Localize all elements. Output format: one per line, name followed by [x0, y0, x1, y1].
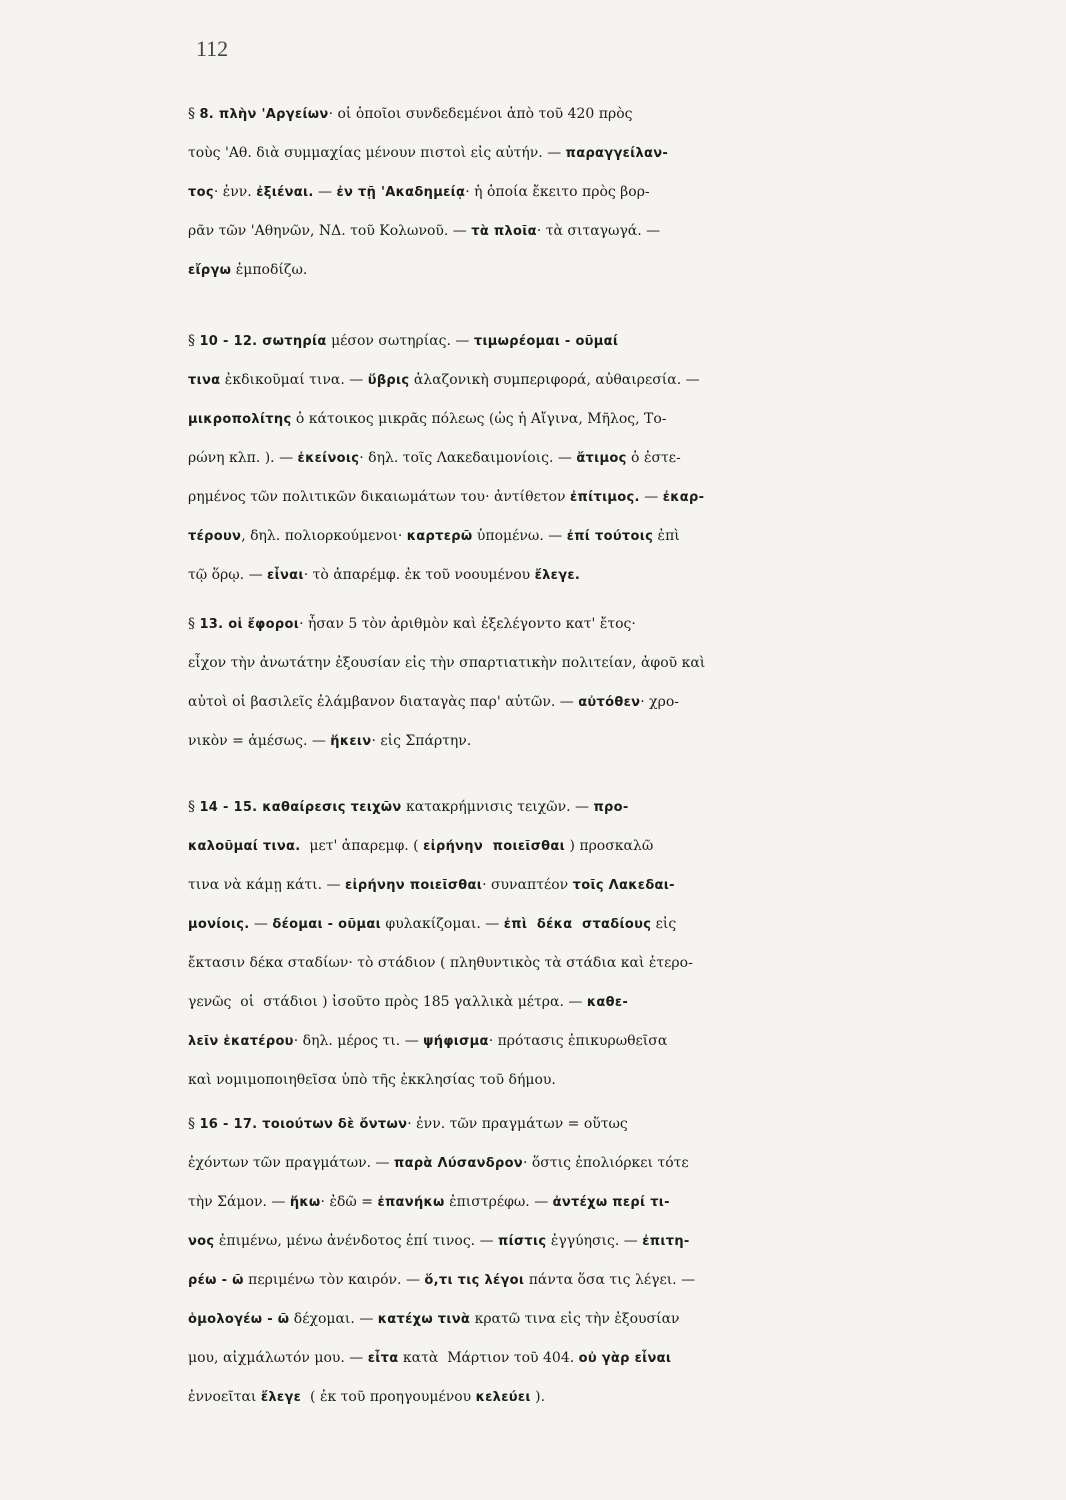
bold-term: νος	[188, 1234, 215, 1249]
bold-term: ἐπιτη-	[642, 1234, 690, 1249]
bold-term: τιμωρέομαι - οῦμαί	[473, 334, 619, 349]
gloss-text: ἐχόντων τῶν πραγμάτων. —	[188, 1155, 395, 1171]
gloss-text: αὐτοὶ οἱ βασιλεῖς ἐλάμβανον διαταγὰς παρ' αὐτῶν. —	[188, 694, 579, 710]
gloss-text: τοὺς 'Αθ. διὰ συμμαχίας μένουν πιστοὶ εἰς αὐτήν. —	[188, 145, 566, 161]
text-line	[188, 1222, 1024, 1261]
gloss-text: · δηλ. τοῖς Λακεδαιμονίοις. —	[359, 450, 577, 466]
text-line	[188, 683, 1024, 722]
bold-term: ἐπί τούτοις	[566, 529, 654, 544]
bold-term: ὁμολογέω - ῶ	[188, 1312, 290, 1327]
bold-term: εἰρήνην ποιεῖσθαι	[345, 878, 483, 893]
bold-term: ἔλεγε.	[534, 568, 581, 583]
bold-term: ὕβρις	[367, 373, 410, 388]
bold-term: τος	[188, 185, 214, 200]
gloss-text: §	[188, 799, 200, 815]
paragraph-section-10-12	[188, 322, 1024, 595]
gloss-text: ).	[530, 1389, 546, 1405]
gloss-text: νικὸν = ἀμέσως. —	[188, 733, 331, 749]
gloss-text: κατὰ Μάρτιον τοῦ 404.	[398, 1350, 579, 1366]
gloss-text: · οἱ ὁποῖοι συνδεδεμένοι ἀπὸ τοῦ 420 πρὸς	[328, 106, 633, 122]
text-line	[188, 322, 1024, 361]
bold-term: τὰ πλοῖα	[471, 224, 537, 239]
text-line	[188, 361, 1024, 400]
gloss-text: · εἰς Σπάρτην.	[371, 733, 472, 749]
gloss-text: τὴν Σάμον. —	[188, 1194, 290, 1210]
gloss-text: §	[188, 616, 200, 632]
gloss-text: τῷ ὅρῳ. —	[188, 567, 268, 583]
text-line	[188, 1061, 1024, 1100]
gloss-text: §	[188, 1116, 200, 1132]
paragraph-section-14-15	[188, 788, 1024, 1100]
gloss-text: τινα νὰ κάμῃ κάτι. —	[188, 877, 345, 893]
gloss-text: · ἐδῶ =	[320, 1194, 378, 1210]
gloss-text: · ἐνν. τῶν πραγμάτων = οὕτως	[407, 1116, 628, 1132]
bold-term: 14 - 15. καθαίρεσις τειχῶν	[199, 800, 402, 815]
gloss-text: · ἦσαν 5 τὸν ἀριθμὸν καὶ ἐξελέγοντο κατ' ἔτος·	[299, 616, 636, 632]
gloss-text: ἐπὶ	[653, 528, 680, 544]
bold-term: προ-	[593, 800, 629, 815]
bold-term: τέρουν	[188, 529, 242, 544]
text-line	[188, 944, 1024, 983]
text-line	[188, 788, 1024, 827]
text-line	[188, 400, 1024, 439]
bold-term: λεῖν ἑκατέρου	[188, 1034, 294, 1049]
gloss-text: ἐπιμένω, μένω ἀνένδοτος ἐπί τινος. —	[214, 1233, 499, 1249]
bold-term: ἐπίτιμος.	[569, 490, 640, 505]
paragraph-section-13	[188, 605, 1024, 761]
text-line	[188, 1105, 1024, 1144]
bold-term: εἶναι	[267, 568, 304, 583]
gloss-text: —	[639, 489, 663, 505]
text-line	[188, 1300, 1024, 1339]
bold-term: ἀντέχω περί τι-	[552, 1195, 670, 1210]
text-line	[188, 439, 1024, 478]
bold-term: ἥκω	[289, 1195, 321, 1210]
gloss-text: ( ἐκ τοῦ προηγουμένου	[301, 1389, 476, 1405]
gloss-text: ἔκτασιν δέκα σταδίων· τὸ στάδιον ( πληθυντικὸς τὰ στάδια καὶ ἑτερο-	[188, 955, 693, 971]
gloss-text: πάντα ὅσα τις λέγει. —	[524, 1272, 696, 1288]
bold-term: καρτερῶ	[406, 529, 473, 544]
text-line	[188, 983, 1024, 1022]
paragraph-section-16-17	[188, 1105, 1024, 1417]
text-line	[188, 722, 1024, 761]
bold-term: δέομαι - οῦμαι	[272, 917, 381, 932]
gloss-text: · συναπτέον	[482, 877, 573, 893]
bold-term: 10 - 12. σωτηρία	[199, 334, 327, 349]
text-line	[188, 1022, 1024, 1061]
gloss-text: ρᾶν τῶν 'Αθηνῶν, ΝΔ. τοῦ Κολωνοῦ. —	[188, 223, 472, 239]
gloss-text: δέχομαι. —	[289, 1311, 378, 1327]
text-line	[188, 251, 1024, 290]
bold-term: κατέχω τινὰ	[377, 1312, 471, 1327]
bold-term: ἐν τῇ 'Ακαδημείᾳ	[336, 185, 466, 200]
gloss-text: κρατῶ τινα εἰς τὴν ἐξουσίαν	[470, 1311, 680, 1327]
text-line	[188, 905, 1024, 944]
gloss-text: μου, αἰχμάλωτόν μου. —	[188, 1350, 368, 1366]
gloss-text: · τὸ ἀπαρέμφ. ἐκ τοῦ νοουμένου	[303, 567, 535, 583]
gloss-text: ἐμποδίζω.	[231, 262, 308, 278]
text-line	[188, 866, 1024, 905]
text-line	[188, 827, 1024, 866]
bold-term: ὅ,τι τις λέγοι	[424, 1273, 525, 1288]
gloss-text: εἰς	[651, 916, 677, 932]
gloss-text: μέσον σωτηρίας. —	[326, 333, 474, 349]
gloss-text: · ἐνν.	[213, 184, 257, 200]
text-line	[188, 605, 1024, 644]
gloss-text: ρημένος τῶν πολιτικῶν δικαιωμάτων του· ἀντίθετον	[188, 489, 570, 505]
gloss-text: §	[188, 333, 200, 349]
gloss-text: , δηλ. πολιορκούμενοι·	[241, 528, 407, 544]
text-line	[188, 1378, 1024, 1417]
gloss-text: §	[188, 106, 200, 122]
gloss-text: —	[249, 916, 273, 932]
bold-term: 13. οἱ ἔφοροι	[199, 617, 300, 632]
bold-term: ἐξιέναι.	[256, 185, 314, 200]
bold-term: μικροπολίτης	[188, 412, 292, 427]
text-line	[188, 644, 1024, 683]
text-line	[188, 95, 1024, 134]
bold-term: ἐκαρ-	[662, 490, 705, 505]
gloss-text: ἐπιστρέφω. —	[444, 1194, 553, 1210]
gloss-text: γενῶς οἱ στάδιοι ) ἰσοῦτο πρὸς 185 γαλλικὰ μέτρα. —	[188, 994, 587, 1010]
gloss-text: —	[313, 184, 337, 200]
gloss-text: ἐγγύησις. —	[546, 1233, 643, 1249]
gloss-text: ὁ ἐστε-	[626, 450, 681, 466]
bold-term: κελεύει	[475, 1390, 531, 1405]
bold-term: ἐπὶ δέκα σταδίους	[503, 917, 652, 932]
text-line	[188, 478, 1024, 517]
text-line	[188, 1183, 1024, 1222]
gloss-text: · τὰ σιταγωγά. —	[536, 223, 661, 239]
text-line	[188, 556, 1024, 595]
bold-term: καθε-	[586, 995, 629, 1010]
bold-term: μονίοις.	[188, 917, 250, 932]
bold-term: τινα	[188, 373, 221, 388]
gloss-text: · ἡ ὁποία ἔκειτο πρὸς βορ-	[465, 184, 650, 200]
bold-term: ἔλεγε	[260, 1390, 302, 1405]
gloss-text: ἐννοεῖται	[188, 1389, 261, 1405]
gloss-text: ὁ κάτοικος μικρᾶς πόλεως (ὡς ἡ Αἴγινα, Μῆλος, Το-	[291, 411, 667, 427]
bold-term: ἄτιμος	[576, 451, 627, 466]
bold-term: οὐ γὰρ εἶναι	[578, 1351, 672, 1366]
text-line	[188, 517, 1024, 556]
bold-term: αὐτόθεν	[578, 695, 641, 710]
page-number: 112	[196, 36, 229, 61]
gloss-text: ἀλαζονικὴ συμπεριφορά, αὐθαιρεσία. —	[409, 372, 700, 388]
bold-term: παραγγείλαν-	[565, 146, 669, 161]
bold-term: 8. πλὴν 'Αργείων	[199, 107, 329, 122]
paragraph-section-8	[188, 95, 1024, 290]
text-line	[188, 1261, 1024, 1300]
gloss-text: · ὅστις ἐπολιόρκει τότε	[522, 1155, 689, 1171]
gloss-text: περιμένω τὸν καιρόν. —	[243, 1272, 425, 1288]
gloss-text: καὶ νομιμοποιηθεῖσα ὑπὸ τῆς ἐκκλησίας τοῦ δήμου.	[188, 1072, 556, 1088]
gloss-text: · χρο-	[640, 694, 680, 710]
gloss-text: ὑπομένω. —	[472, 528, 567, 544]
gloss-text: ἐκδικοῦμαί τινα. —	[220, 372, 368, 388]
bold-term: ἐκείνοις	[297, 451, 360, 466]
bold-term: ἥκειν	[330, 734, 372, 749]
gloss-text: ) προσκαλῶ	[565, 838, 654, 854]
gloss-text: φυλακίζομαι. —	[380, 916, 504, 932]
text-line	[188, 1144, 1024, 1183]
text-line	[188, 173, 1024, 212]
bold-term: πίστις	[498, 1234, 547, 1249]
bold-term: τοῖς Λακεδαι-	[572, 878, 675, 893]
bold-term: εἴργω	[188, 263, 232, 278]
gloss-text: ρώνη κλπ. ). —	[188, 450, 298, 466]
gloss-text: · δηλ. μέρος τι. —	[293, 1033, 424, 1049]
bold-term: παρὰ Λύσανδρον	[394, 1156, 523, 1171]
bold-term: εἰρήνην ποιεῖσθαι	[423, 839, 566, 854]
text-line	[188, 212, 1024, 251]
text-line	[188, 1339, 1024, 1378]
bold-term: 16 - 17. τοιούτων δὲ ὄντων	[199, 1117, 408, 1132]
bold-term: ἐπανήκω	[377, 1195, 445, 1210]
gloss-text: κατακρήμνισις τειχῶν. —	[401, 799, 594, 815]
gloss-text: εἶχον τὴν ἀνωτάτην ἐξουσίαν εἰς τὴν σπαρτιατικὴν πολιτείαν, ἀφοῦ καὶ	[188, 655, 706, 671]
gloss-text: · πρότασις ἐπικυρωθεῖσα	[488, 1033, 668, 1049]
bold-term: ρέω - ῶ	[188, 1273, 244, 1288]
gloss-text: μετ' ἀπαρεμφ. (	[300, 838, 424, 854]
bold-term: καλοῦμαί τινα.	[188, 839, 301, 854]
text-line	[188, 134, 1024, 173]
bold-term: εἶτα	[367, 1351, 399, 1366]
bold-term: ψήφισμα	[423, 1034, 489, 1049]
